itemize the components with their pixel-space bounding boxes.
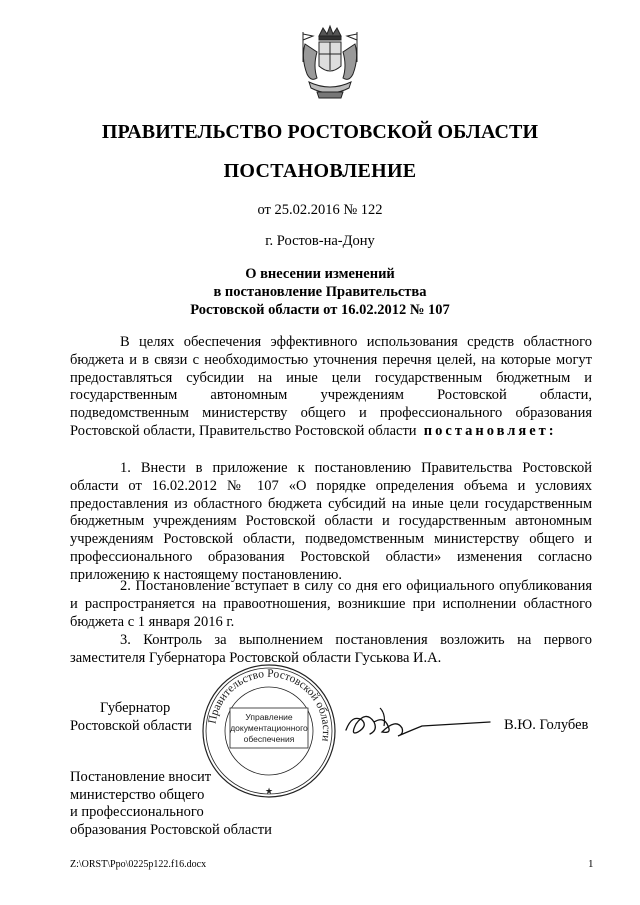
stamp-line: документационного bbox=[230, 723, 308, 733]
preamble-paragraph bbox=[70, 334, 592, 441]
organization-title: ПРАВИТЕЛЬСТВО РОСТОВСКОЙ ОБЛАСТИ bbox=[101, 121, 539, 143]
stamp-ring-text: Правительство Ростовской области bbox=[206, 667, 333, 743]
handwritten-signature bbox=[340, 700, 500, 748]
note-line: Постановление вносит bbox=[70, 769, 212, 785]
document-city: г. Ростов-на-Дону bbox=[265, 233, 375, 249]
stamp-star-icon: ★ bbox=[264, 786, 274, 796]
preamble-text: В целях обеспечения эффективного использования средств областного бюджета и в связи с необходимостью уточнения перечня целей, на которые могут предоставляться субсидии на иные цели государственным бюджетным и государственным автономным учреждениям Ростовской области, подведомственным министерству общего и профессионального образования Ростовской области, Правительство Ростовской области bbox=[70, 334, 592, 439]
resolution-word: постановляет: bbox=[423, 422, 557, 439]
signatory-name: В.Ю. Голубев bbox=[504, 717, 589, 733]
footer-file-path: Z:\ORST\Ppo\0225p122.f16.docx bbox=[70, 859, 207, 870]
rostov-oblast-coat-of-arms-icon bbox=[297, 22, 363, 104]
document-type: ПОСТАНОВЛЕНИЕ bbox=[223, 160, 417, 182]
note-line: министерство общего bbox=[70, 786, 205, 803]
note-line: образования Ростовской области bbox=[70, 821, 272, 838]
page-number: 1 bbox=[588, 858, 594, 870]
signatory-title bbox=[70, 699, 192, 735]
signatory-title-line: Ростовской области bbox=[70, 718, 192, 734]
document-subject bbox=[0, 265, 640, 319]
stamp-line: обеспечения bbox=[243, 734, 295, 744]
note-line: и профессионального bbox=[70, 804, 204, 820]
document-date-number: от 25.02.2016 № 122 bbox=[257, 202, 383, 218]
subject-line: О внесении изменений bbox=[245, 266, 395, 282]
subject-line: Ростовской области от 16.02.2012 № 107 bbox=[190, 302, 450, 318]
submitter-note bbox=[70, 769, 272, 839]
signatory-title-line: Губернатор bbox=[100, 700, 171, 716]
item-2-paragraph: 2. Постановление вступает в силу со дня его официального опубликования и распространяется на правоотношения, возникшие при исполнении областного бюджета с 1 января 2016 г. bbox=[70, 578, 592, 630]
stamp-line: Управление bbox=[245, 712, 293, 722]
item-3-paragraph: 3. Контроль за выполнением постановления возложить на первого заместителя Губернатора Ростовской области Гуськова И.А. bbox=[70, 632, 592, 666]
item-1-paragraph: 1. Внести в приложение к постановлению Правительства Ростовской области от 16.02.2012 № 107 «О порядке определения объема и условиях предоставления из областного бюджета субсидий на иные цели государственным бюджетным учреждениям Ростовской области и государственным автономным учреждениям Ростовской области, подведомственным министерству общего и профессионального образования Ростовской области» изменения согласно приложению к настоящему постановлению. bbox=[70, 460, 592, 583]
subject-line: в постановление Правительства bbox=[213, 284, 427, 300]
